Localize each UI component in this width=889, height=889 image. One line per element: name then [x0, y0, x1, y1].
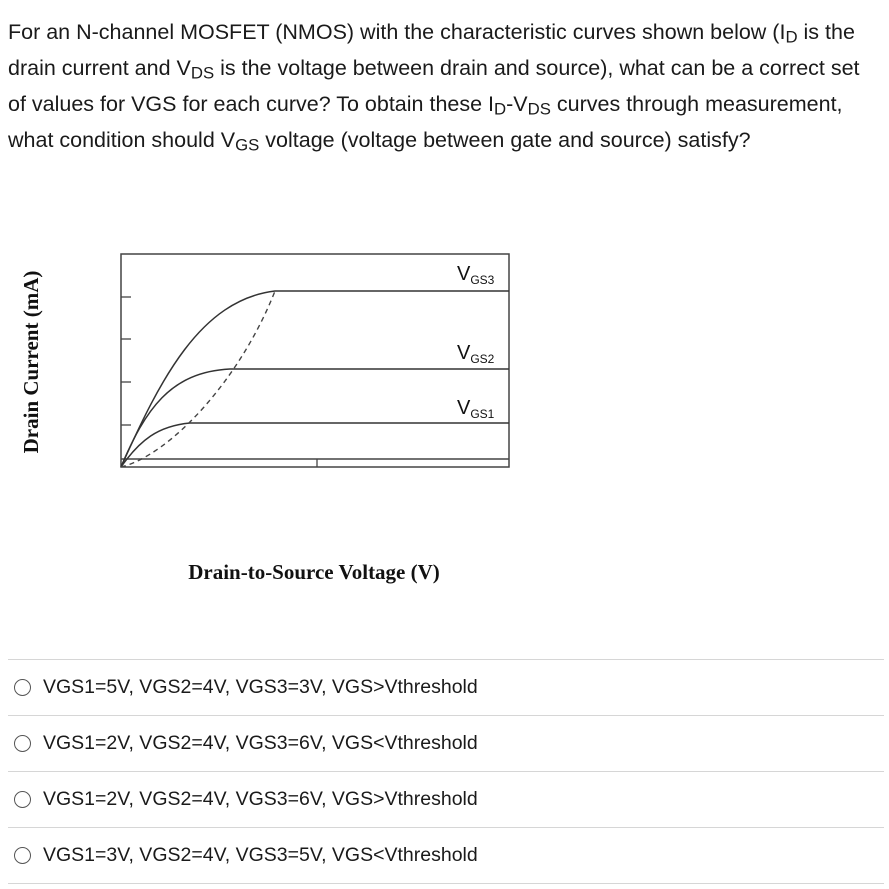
question-part: is the voltage between drain and source), what can be a correct set of values for VGS for each curve? To obtain these I [8, 56, 860, 116]
option-1[interactable] [8, 659, 884, 715]
option-1-label: VGS1=5V, VGS2=4V, VGS3=3V, VGS>Vthreshold [43, 676, 478, 698]
question-part: voltage (voltage between gate and source) satisfy? [259, 128, 751, 152]
option-3[interactable] [8, 771, 884, 827]
subscript: D [494, 99, 507, 119]
question-text [8, 14, 880, 158]
y-axis-label: Drain Current (mA) [19, 270, 43, 454]
subscript: D [785, 27, 798, 47]
radio-button-2[interactable] [14, 735, 31, 752]
question-part: -V [506, 92, 528, 116]
plot-frame [121, 254, 509, 467]
answer-options [8, 659, 884, 884]
radio-button-3[interactable] [14, 791, 31, 808]
x-axis-label: Drain-to-Source Voltage (V) [188, 560, 440, 584]
option-2-label: VGS1=2V, VGS2=4V, VGS3=6V, VGS<Vthreshold [43, 732, 478, 754]
subscript: GS [235, 135, 260, 155]
option-4-label: VGS1=3V, VGS2=4V, VGS3=5V, VGS<Vthreshold [43, 844, 478, 866]
option-4[interactable] [8, 827, 884, 884]
question-part: is the drain current and V [8, 20, 855, 80]
label-vgs1: $V_{GS1}$ [457, 397, 495, 421]
radio-button-4[interactable] [14, 847, 31, 864]
mosfet-characteristic-figure [0, 226, 889, 596]
subscript: DS [190, 63, 215, 83]
question-part: curves through measurement, what condition should V [8, 92, 843, 152]
option-2[interactable] [8, 715, 884, 771]
radio-button-1[interactable] [14, 679, 31, 696]
label-vgs3: $V_{GS3}$ [457, 263, 495, 287]
question-part: For an N-channel MOSFET (NMOS) with the characteristic curves shown below (I [8, 20, 786, 44]
subscript: DS [527, 99, 551, 119]
label-vgs2: $V_{GS2}$ [457, 342, 495, 366]
option-3-label: VGS1=2V, VGS2=4V, VGS3=6V, VGS>Vthreshold [43, 788, 478, 810]
